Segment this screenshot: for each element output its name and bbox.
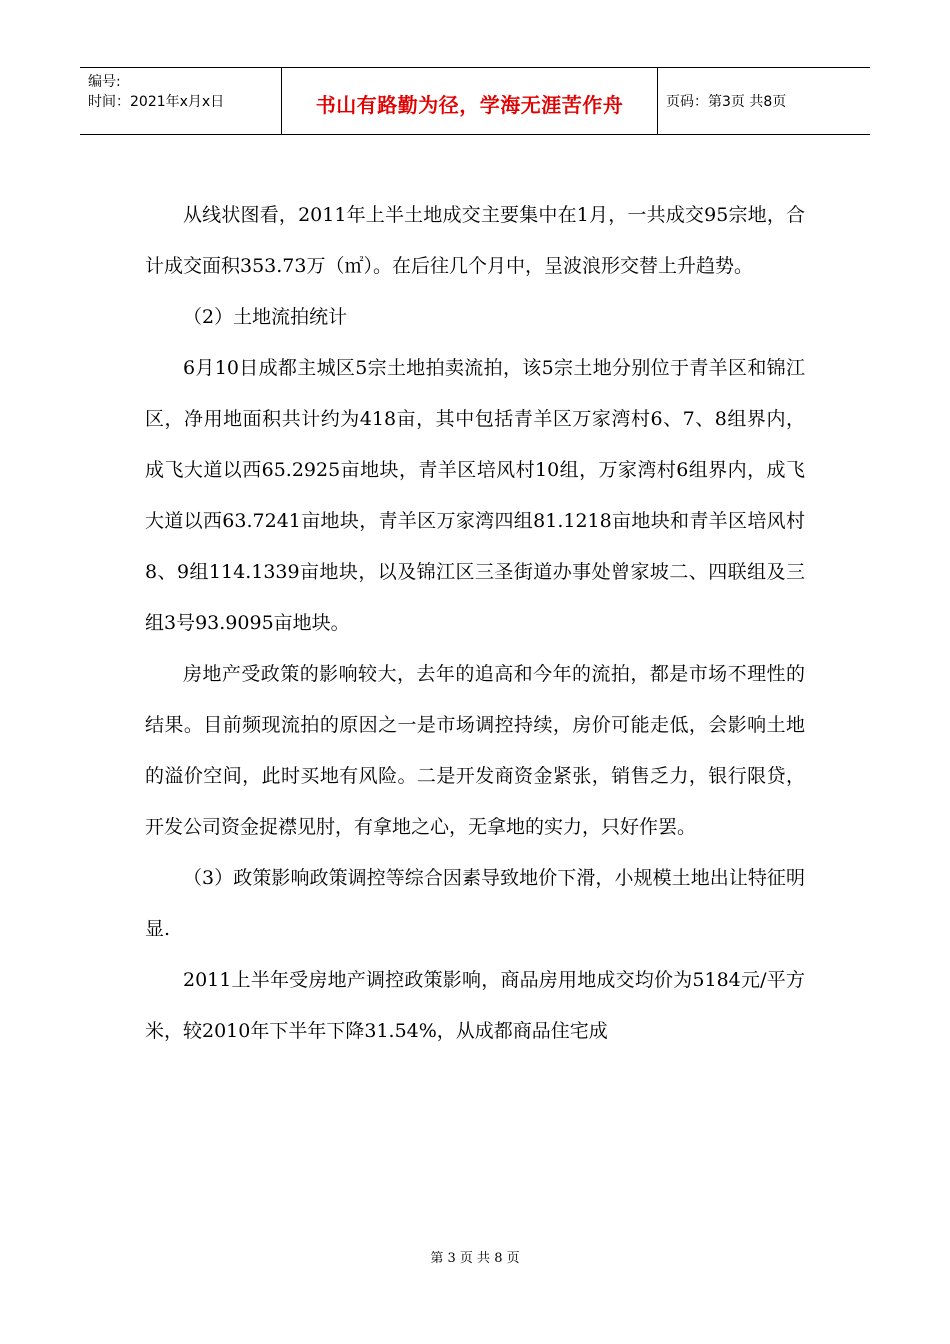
- paragraph: 房地产受政策的影响较大，去年的追高和今年的流拍，都是市场不理性的结果。目前频现流拍的原因之一是市场调控持续，房价可能走低，会影响土地的溢价空间，此时买地有风险。二是开发商资金紧张，销售乏力，银行限贷，开发公司资金捉襟见肘，有拿地之心，无拿地的实力，只好作罢。: [145, 663, 805, 838]
- document-header: [80, 67, 870, 135]
- document-body: [145, 190, 805, 1057]
- page-footer: 第 3 页 共 8 页: [430, 1251, 520, 1266]
- section-heading: （3）政策影响政策调控等综合因素导致地价下滑，小规模土地出让特征明显.: [145, 867, 805, 940]
- header-motto: 书山有路勤为径，学海无涯苦作舟: [315, 92, 624, 117]
- paragraph: 6月10日成都主城区5宗土地拍卖流拍，该5宗土地分别位于青羊区和锦江区，净用地面积共计约为418亩，其中包括青羊区万家湾村6、7、8组界内，成飞大道以西65.2925亩地块，青羊区培风村10组，万家湾村6组界内，成飞大道以西63.7241亩地块，青羊区万家湾四组81.1218亩地块和青羊区培风村8、9组114.1339亩地块，以及锦江区三圣街道办事处曾家坡二、四联组及三组3号93.9095亩地块。: [145, 357, 805, 634]
- header-page-label: 页码：第3页 共8页: [666, 94, 787, 110]
- document-time-label: 时间：2021年x月x日: [88, 94, 225, 110]
- section-heading: （2）土地流拍统计: [183, 306, 348, 328]
- header-right-cell: [658, 68, 870, 134]
- paragraph: 2011上半年受房地产调控政策影响，商品房用地成交均价为5184元/平方米，较2010年下半年下降31.54%，从成都商品住宅成: [145, 969, 805, 1042]
- document-number-label: 编号:: [88, 74, 121, 90]
- header-middle-cell: [282, 68, 658, 134]
- paragraph: 从线状图看，2011年上半土地成交主要集中在1月，一共成交95宗地，合计成交面积353.73万（㎡）。在后往几个月中，呈波浪形交替上升趋势。: [145, 204, 805, 277]
- header-left-cell: [80, 68, 282, 134]
